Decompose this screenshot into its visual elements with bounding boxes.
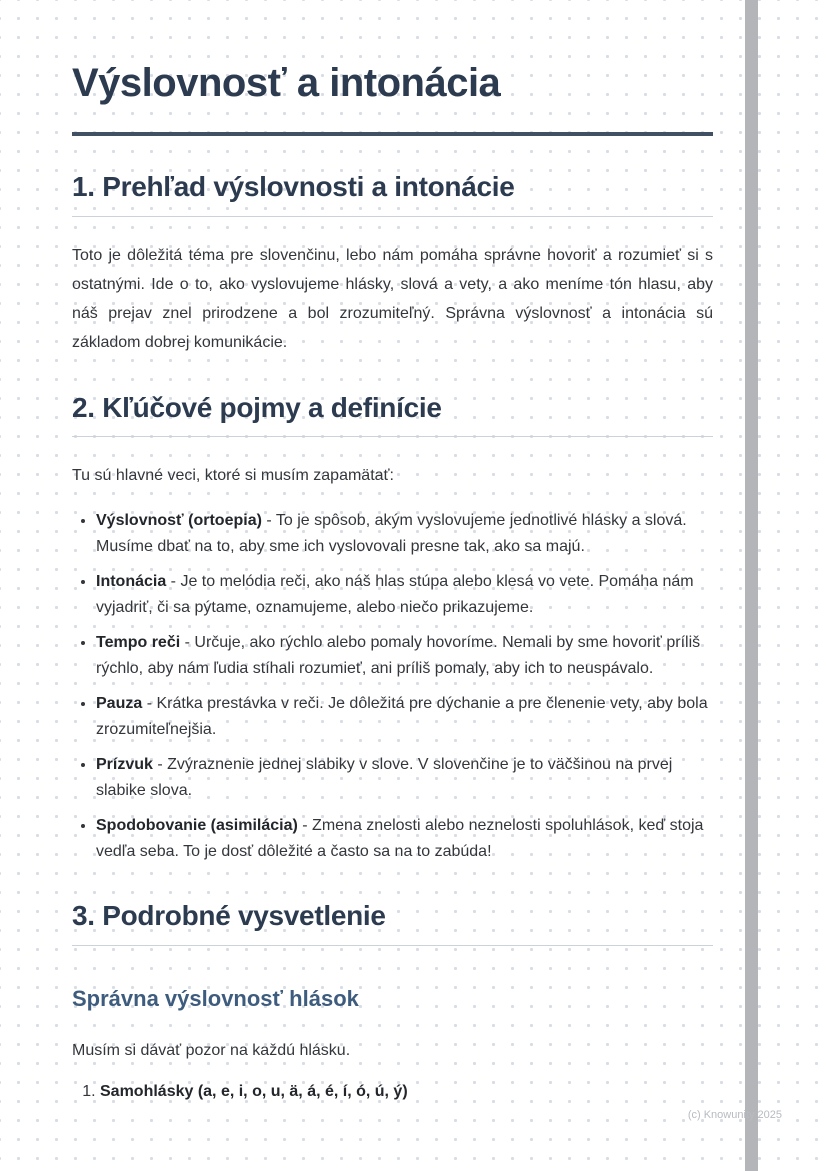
- numbered-item-text: Samohlásky (a, e, i, o, u, ä, á, é, í, ó, ú, ý): [100, 1082, 408, 1100]
- term-description: - Určuje, ako rýchlo alebo pomaly hovoríme. Nemali by sme hovoriť príliš rýchlo, aby nám ľudia stíhali rozumieť, ani príliš pomaly, aby ich to neuspávalo.: [96, 634, 701, 678]
- list-item: [96, 752, 713, 804]
- watermark-credit: (c) Knowunity 2025: [687, 1109, 782, 1121]
- term-description: - Zmena znelosti alebo neznelosti spoluhlások, keď stoja vedľa seba. To je dosť dôležité a často sa na to zabúda!: [96, 817, 704, 861]
- term-description: - To je spôsob, akým vyslovujeme jednotlivé hlásky a slová. Musíme dbať na to, aby sme ich vyslovovali presne tak, ako sa majú.: [96, 512, 687, 556]
- title-divider: [72, 132, 713, 136]
- term-label: Intonácia: [96, 573, 167, 591]
- list-item: [96, 569, 713, 621]
- list-item: [100, 1079, 713, 1105]
- term-label: Spodobovanie (asimilácia): [96, 817, 298, 835]
- page-title: Výslovnosť a intonácia: [72, 61, 501, 105]
- key-terms-intro: Tu sú hlavné veci, ktoré si musím zapamätať:: [72, 467, 394, 485]
- sub-heading-pronunciation: Správna výslovnosť hlások: [72, 985, 359, 1011]
- section-heading-key-terms: 2. Kľúčové pojmy a definície: [72, 391, 713, 438]
- list-item: [96, 508, 713, 560]
- overview-paragraph: Toto je dôležitá téma pre slovenčinu, lebo nám pomáha správne hovoriť a rozumieť si s ostatnými. Ide o to, ako vyslovujeme hlásky, slová a vety, a ako meníme tón hlasu, aby náš prejav znel prirodzene a bol zrozumiteľný. Správna výslovnosť a intonácia sú základom dobrej komunikácie.: [72, 246, 713, 351]
- term-label: Prízvuk: [96, 756, 153, 774]
- term-description: - Zvýraznenie jednej slabiky v slove. V slovenčine je to väčšinou na prvej slabike slova.: [96, 756, 673, 800]
- key-terms-list: [72, 508, 713, 865]
- list-item: [96, 691, 713, 743]
- detail-paragraph: Musím si dávať pozor na každú hlásku.: [72, 1041, 351, 1059]
- term-label: Tempo reči: [96, 634, 181, 652]
- section-heading-overview: 1. Prehľad výslovnosti a intonácie: [72, 170, 713, 217]
- section-heading-detail: 3. Podrobné vysvetlenie: [72, 899, 713, 946]
- document-content: [72, 60, 713, 1105]
- list-item: [96, 813, 713, 865]
- term-description: - Je to melódia reči, ako náš hlas stúpa alebo klesá vo vete. Pomáha nám vyjadriť, či sa pýtame, oznamujeme, alebo niečo prikazujeme.: [96, 573, 694, 617]
- term-label: Výslovnosť (ortoepia): [96, 512, 262, 530]
- term-label: Pauza: [96, 695, 143, 713]
- detail-numbered-list: [72, 1079, 713, 1105]
- term-description: - Krátka prestávka v reči. Je dôležitá pre dýchanie a pre členenie vety, aby bola zrozumiteľnejšia.: [96, 695, 708, 739]
- page-edge-scrollbar: [745, 0, 758, 1171]
- list-item: [96, 630, 713, 682]
